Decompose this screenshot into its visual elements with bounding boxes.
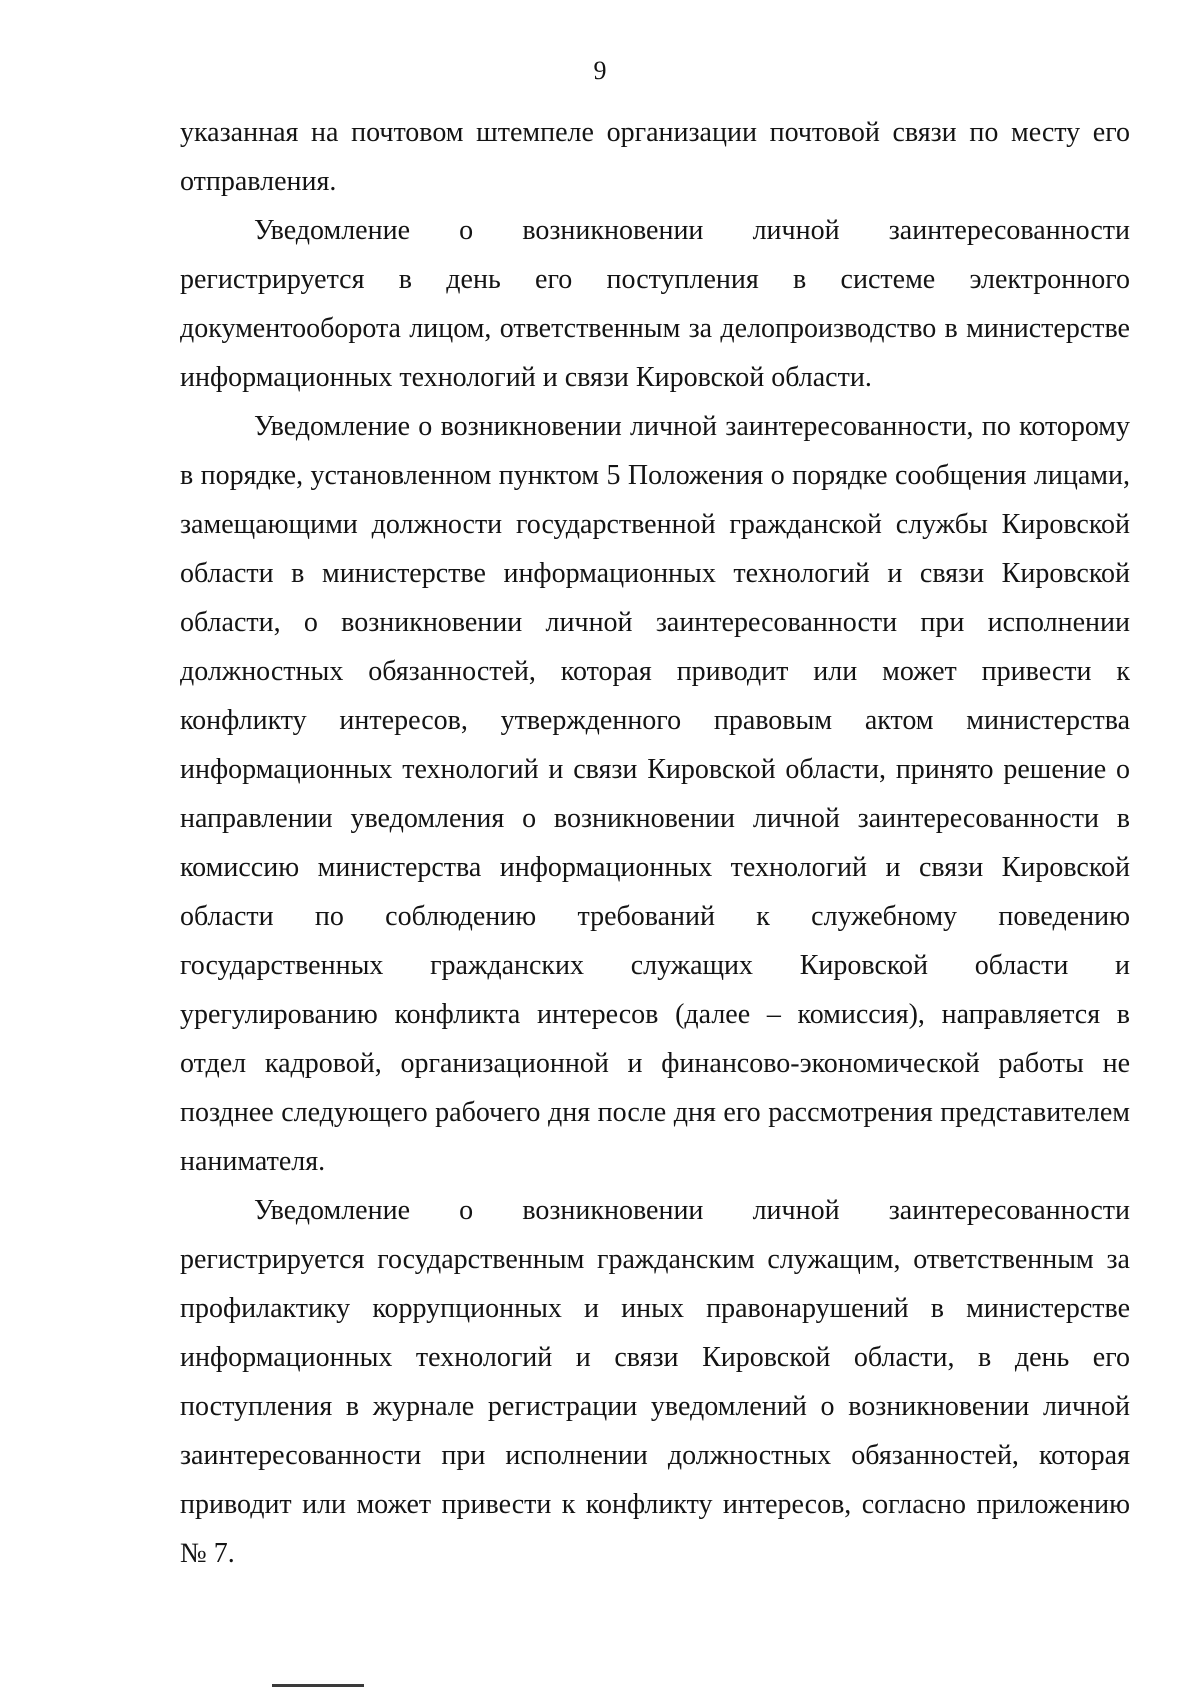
paragraph-registration-journal: Уведомление о возникновении личной заинтересованности регистрируется государственным гражданским служащим, ответственным за профилактику коррупционных и иных правонарушений в министерстве информационных технологий и связи Кировской области, в день его поступления в журнале регистрации уведомлений о возникновении личной заинтересованности при исполнении должностных обязанностей, которая приводит или может привести к конфликту интересов, согласно приложению № 7. [180,1195,1130,1569]
document-body [180,108,1130,1578]
paragraph-registration-edo: Уведомление о возникновении личной заинтересованности регистрируется в день его поступления в системе электронного документооборота лицом, ответственным за делопроизводство в министерстве информационных технологий и связи Кировской области. [180,215,1130,393]
paragraph-continuation: указанная на почтовом штемпеле организации почтовой связи по месту его отправления. [180,117,1130,197]
page-number: 9 [593,56,607,85]
paragraph-commission-referral: Уведомление о возникновении личной заинтересованности, по которому в порядке, установленном пунктом 5 Положения о порядке сообщения лицами, замещающими должности государственной гражданской службы Кировской области в министерстве информационных технологий и связи Кировской области, о возникновении личной заинтересованности при исполнении должностных обязанностей, которая приводит или может привести к конфликту интересов, утвержденного правовым актом министерства информационных технологий и связи Кировской области, принято решение о направлении уведомления о возникновении личной заинтересованности в комиссию министерства информационных технологий и связи Кировской области по соблюдению требований к служебному поведению государственных гражданских служащих Кировской области и урегулированию конфликта интересов (далее – комиссия), направляется в отдел кадровой, организационной и финансово-экономической работы не позднее следующего рабочего дня после дня его рассмотрения представителем нанимателя. [180,411,1130,1177]
footer-scan-mark [272,1684,364,1697]
